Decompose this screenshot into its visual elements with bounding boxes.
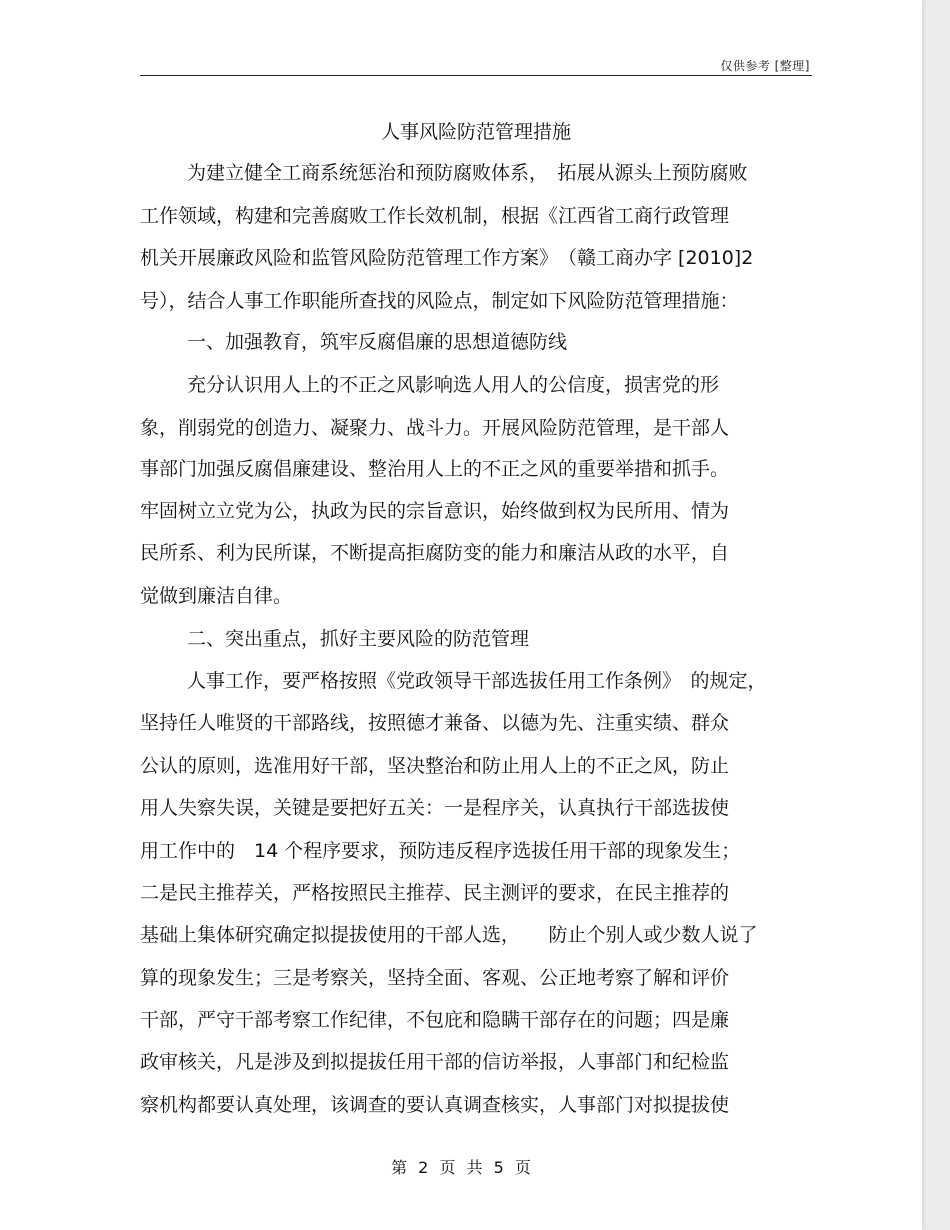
page-number-footer: 第 2 页 共 5 页 <box>391 1158 531 1177</box>
body-line: 为建立健全工商系统惩治和预防腐败体系， 拓展从源头上预防腐败 <box>187 162 748 184</box>
body-line: 民所系、利为民所谋，不断提高拒腐防变的能力和廉洁从政的水平，自 <box>140 542 730 564</box>
body-line: 算的现象发生；三是考察关，坚持全面、客观、公正地考察了解和评价 <box>140 967 730 989</box>
header-note: 仅供参考 [整理] <box>720 59 810 73</box>
body-line: 觉做到廉洁自律。 <box>140 585 293 607</box>
body-line: 牢固树立立党为公，执政为民的宗旨意识，始终做到权为民所用、情为 <box>140 500 730 522</box>
body-line: 公认的原则，选准用好干部，坚决整治和防止用人上的不正之风，防止 <box>140 755 730 777</box>
body-line: 二是民主推荐关，严格按照民主推荐、民主测评的要求，在民主推荐的 <box>140 882 730 904</box>
body-line: 工作领域，构建和完善腐败工作长效机制，根据《江西省工商行政管理 <box>140 205 730 227</box>
body-line: 象，削弱党的创造力、凝聚力、战斗力。开展风险防范管理，是干部人 <box>140 417 730 439</box>
body-line: 机关开展廉政风险和监管风险防范管理工作方案》 （赣工商办字 [2010]2 <box>140 247 754 269</box>
body-line: 事部门加强反腐倡廉建设、整治用人上的不正之风的重要举措和抓手。 <box>140 458 730 480</box>
body-line: 用工作中的 14 个程序要求，预防违反程序选拔任用干部的现象发生； <box>140 840 741 862</box>
body-line: 干部，严守干部考察工作纪律，不包庇和隐瞒干部存在的问题；四是廉 <box>140 1009 730 1031</box>
section-heading: 一、加强教育，筑牢反腐倡廉的思想道德防线 <box>187 331 568 353</box>
document-title: 人事风险防范管理措施 <box>380 121 571 143</box>
body-line: 号），结合人事工作职能所查找的风险点，制定如下风险防范管理措施： <box>140 290 739 312</box>
body-line: 用人失察失误，关键是要把好五关：一是程序关，认真执行干部选拔使 <box>140 797 730 819</box>
body-line: 基础上集体研究确定拟提拔使用的干部人选， 防止个别人或少数人说了 <box>140 924 758 946</box>
body-line: 察机构都要认真处理，该调查的要认真调查核实，人事部门对拟提拔使 <box>140 1094 730 1116</box>
body-line: 政审核关，凡是涉及到拟提拔任用干部的信访举报，人事部门和纪检监 <box>140 1051 730 1073</box>
body-line: 充分认识用人上的不正之风影响选人用人的公信度，损害党的形 <box>187 374 720 396</box>
body-line: 坚持任人唯贤的干部路线，按照德才兼备、以德为先、注重实绩、群众 <box>140 712 730 734</box>
section-heading: 二、突出重点，抓好主要风险的防范管理 <box>187 628 530 650</box>
header-rule <box>140 75 812 76</box>
body-line: 人事工作，要严格按照《党政领导干部选拔任用工作条例》 的规定， <box>187 670 767 692</box>
